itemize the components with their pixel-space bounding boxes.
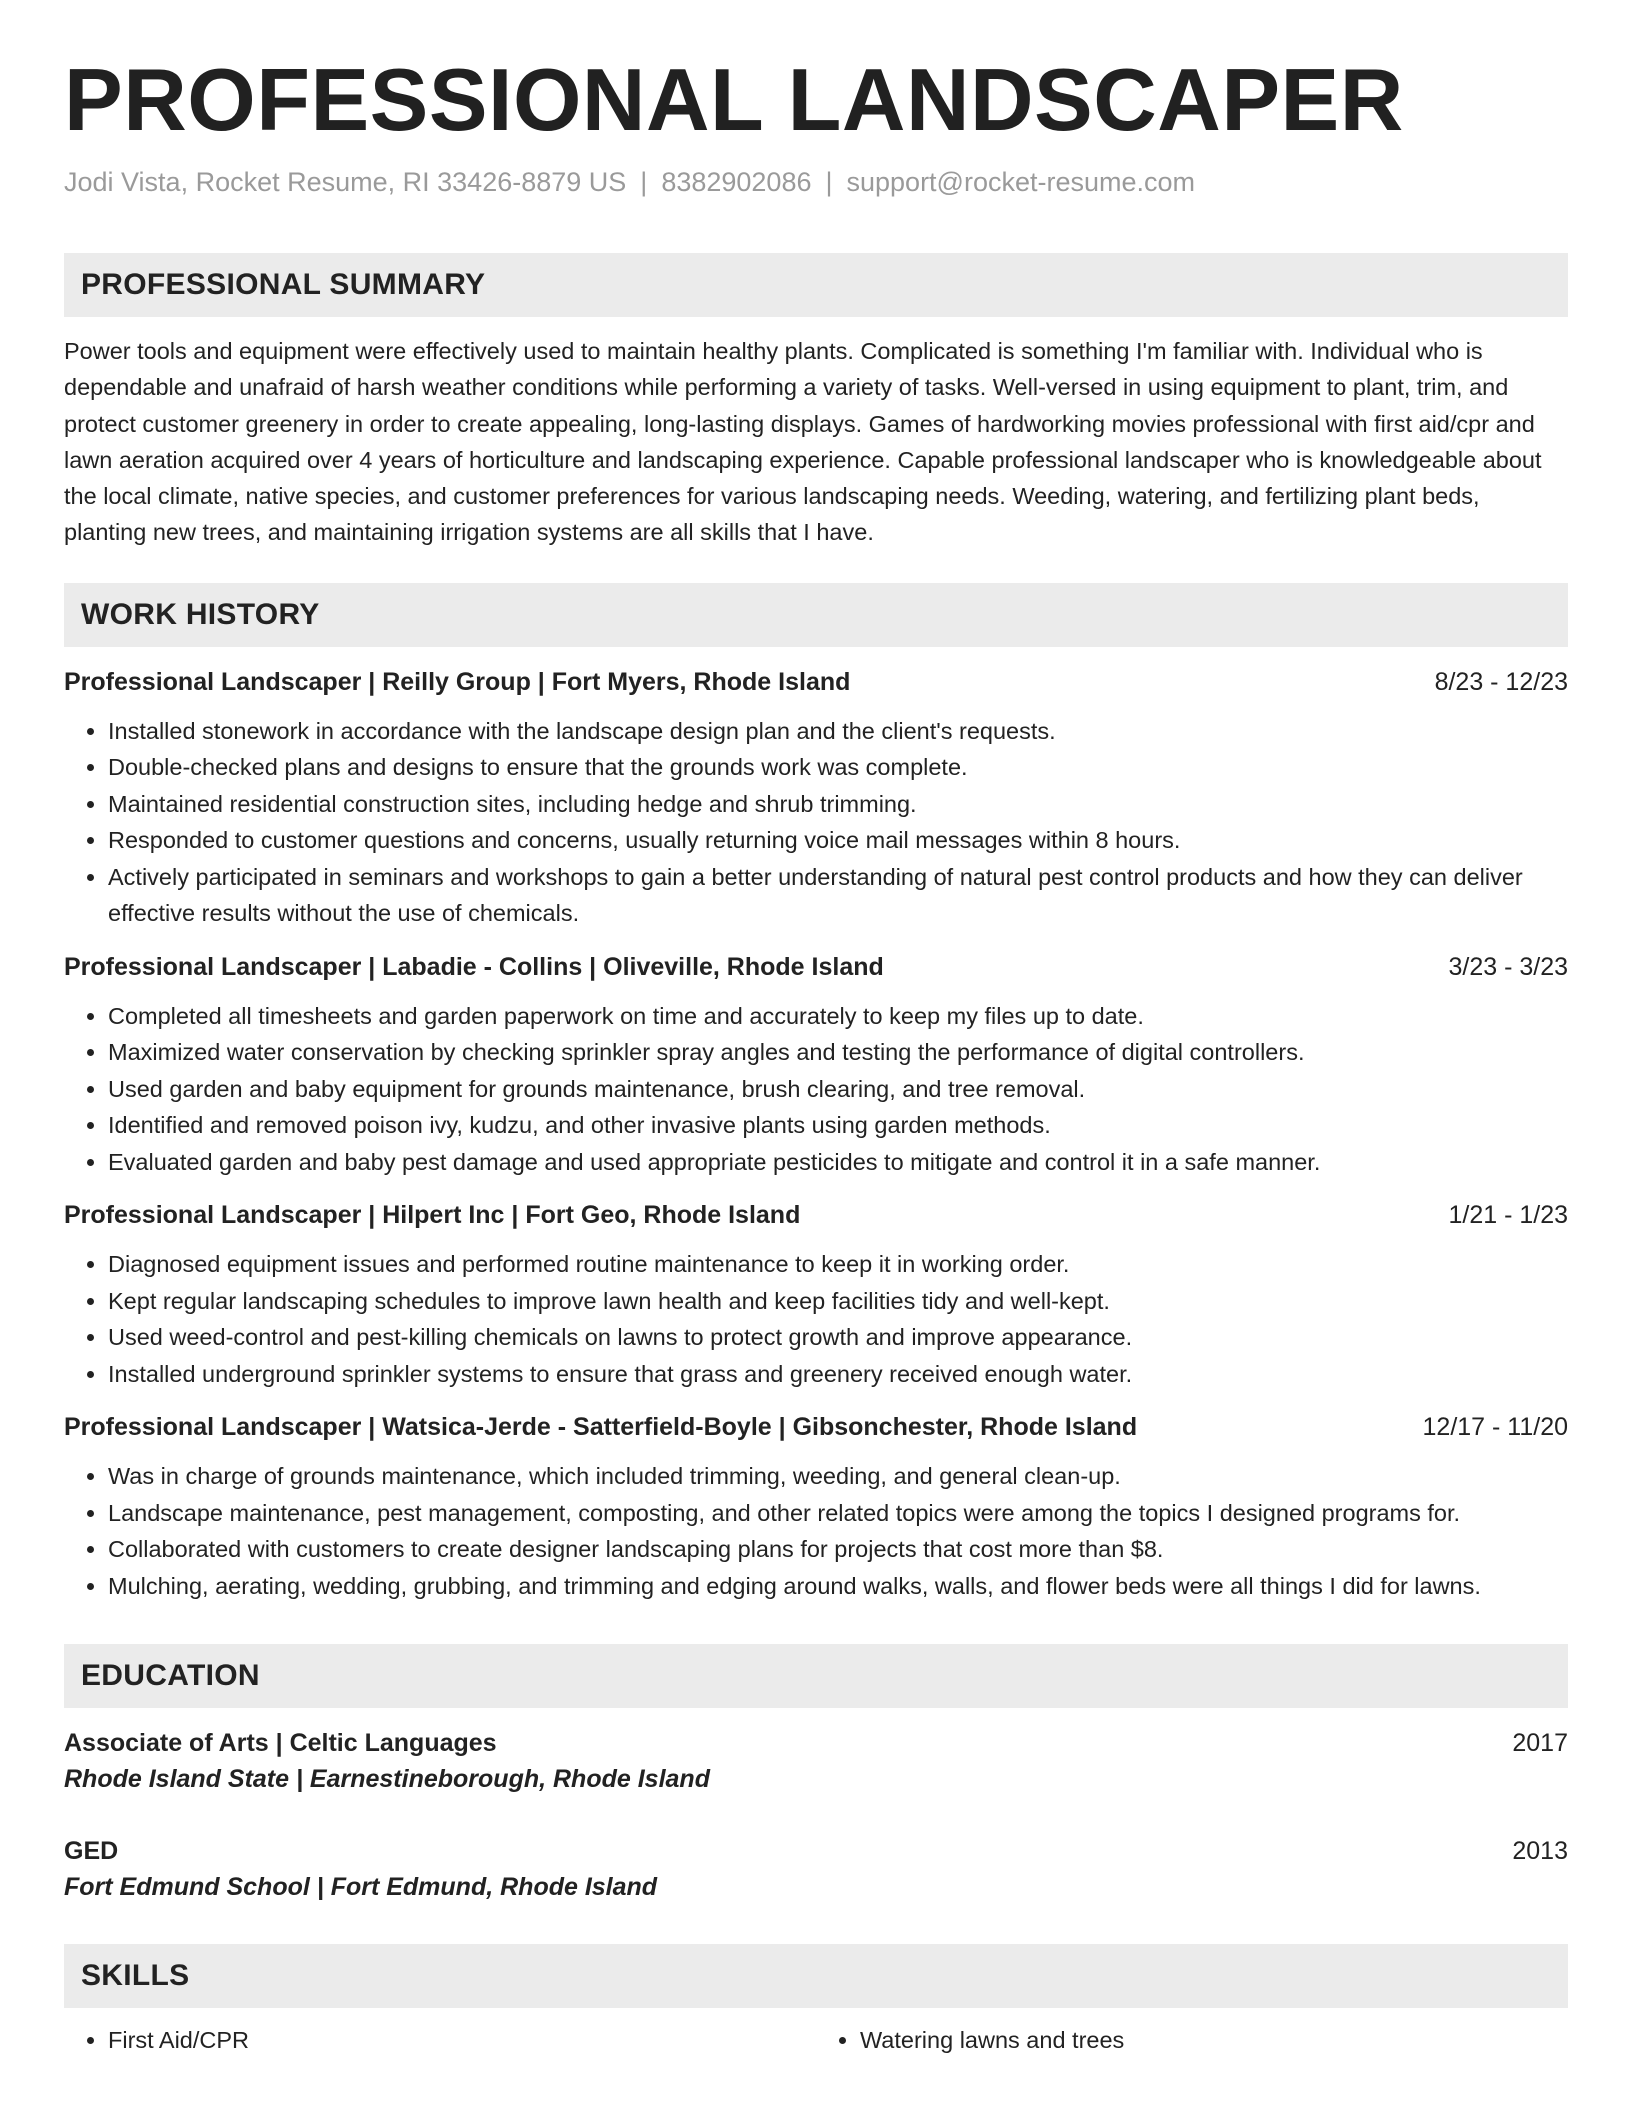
section-title-education: EDUCATION: [64, 1644, 1568, 1708]
resume-header: [64, 52, 1568, 198]
job-heading: Professional Landscaper | Watsica-Jerde - Satterfield-Boyle | Gibsonchester, Rhode Island: [64, 1413, 1138, 1442]
job-bullet: • Installed stonework in accordance with the landscape design plan and the client's requests.: [108, 713, 1568, 750]
job-bullet: • Landscape maintenance, pest management, composting, and other related topics were among the topics I designed programs for.: [108, 1495, 1568, 1532]
job-heading: Professional Landscaper | Hilpert Inc | Fort Geo, Rhode Island: [64, 1201, 801, 1230]
job-bullet: • Responded to customer questions and concerns, usually returning voice mail messages within 8 hours.: [108, 822, 1568, 859]
job-bullet: • Used weed-control and pest-killing chemicals on lawns to protect growth and improve appearance.: [108, 1319, 1568, 1356]
education-entry: [64, 1726, 1568, 1798]
education-degree: GED: [64, 1837, 119, 1866]
contact-separator: |: [825, 166, 833, 197]
job-bullets: [64, 1246, 1568, 1392]
contact-separator: |: [640, 166, 648, 197]
education-school: Rhode Island State | Earnestineborough, Rhode Island: [64, 1765, 710, 1794]
skill-item: • Watering lawns and trees: [860, 2022, 1568, 2058]
education-school: Fort Edmund School | Fort Edmund, Rhode Island: [64, 1873, 658, 1902]
section-title-skills: SKILLS: [64, 1944, 1568, 2008]
job-bullet: • Mulching, aerating, wedding, grubbing, and trimming and edging around walks, walls, and flower beds were all things I did for lawns.: [108, 1568, 1568, 1605]
job-bullet: • Identified and removed poison ivy, kudzu, and other invasive plants using garden methods.: [108, 1107, 1568, 1144]
education-header: [64, 1726, 1568, 1760]
contact-phone: 8382902086: [661, 166, 812, 197]
job-bullet: • Diagnosed equipment issues and performed routine maintenance to keep it in working order.: [108, 1246, 1568, 1283]
skill-item: • First Aid/CPR: [108, 2022, 816, 2058]
resume-body: [64, 253, 1568, 2058]
job-entry: [64, 1410, 1568, 1604]
job-dates: 12/17 - 11/20: [1422, 1413, 1568, 1442]
education-header: [64, 1834, 1568, 1868]
job-bullet: • Collaborated with customers to create designer landscaping plans for projects that cost more than $8.: [108, 1531, 1568, 1568]
job-header: [64, 950, 1568, 984]
skills-column-right: [816, 2022, 1568, 2058]
job-header: [64, 1198, 1568, 1232]
job-bullets: [64, 713, 1568, 932]
job-bullet: • Completed all timesheets and garden paperwork on time and accurately to keep my files up to date.: [108, 998, 1568, 1035]
job-heading: Professional Landscaper | Reilly Group | Fort Myers, Rhode Island: [64, 667, 851, 696]
job-bullet: • Evaluated garden and baby pest damage and used appropriate pesticides to mitigate and control it in a safe manner.: [108, 1144, 1568, 1181]
job-bullet: • Used garden and baby equipment for grounds maintenance, brush clearing, and tree removal.: [108, 1071, 1568, 1108]
job-bullets: [64, 998, 1568, 1181]
job-entry: [64, 1198, 1568, 1392]
job-entry: [64, 665, 1568, 932]
job-dates: 8/23 - 12/23: [1434, 667, 1568, 696]
job-bullet: • Kept regular landscaping schedules to improve lawn health and keep facilities tidy and well-kept.: [108, 1283, 1568, 1320]
contact-email: support@rocket-resume.com: [846, 166, 1196, 197]
job-bullet: • Maintained residential construction sites, including hedge and shrub trimming.: [108, 786, 1568, 823]
candidate-title: PROFESSIONAL LANDSCAPER: [64, 50, 1404, 149]
job-bullet: • Installed underground sprinkler systems to ensure that grass and greenery received enough water.: [108, 1356, 1568, 1393]
education-year: 2017: [1512, 1729, 1568, 1758]
job-entry: [64, 950, 1568, 1181]
job-header: [64, 1410, 1568, 1444]
work-history-list: [64, 665, 1568, 1605]
job-bullet: • Maximized water conservation by checking sprinkler spray angles and testing the performance of digital controllers.: [108, 1034, 1568, 1071]
summary-text: Power tools and equipment were effectively used to maintain healthy plants. Complicated is something I'm familiar with. Individual who is dependable and unafraid of harsh weather conditions while performing a variety of tasks. Well-versed in using equipment to plant, trim, and protect customer greenery in order to create appealing, long-lasting displays. Games of hardworking movies professional with first aid/cpr and lawn aeration acquired over 4 years of horticulture and landscaping experience. Capable professional landscaper who is knowledgeable about the local climate, native species, and customer preferences for various landscaping needs. Weeding, watering, and fertilizing plant beds, planting new trees, and maintaining irrigation systems are all skills that I have.: [64, 338, 1542, 546]
contact-address: Jodi Vista, Rocket Resume, RI 33426-8879 US: [64, 166, 627, 197]
job-dates: 3/23 - 3/23: [1448, 952, 1568, 981]
job-bullet: • Actively participated in seminars and workshops to gain a better understanding of natural pest control products and how they can deliver effective results without the use of chemicals.: [108, 859, 1568, 932]
skills-column-left: [64, 2022, 816, 2058]
job-bullet: • Was in charge of grounds maintenance, which included trimming, weeding, and general clean-up.: [108, 1458, 1568, 1495]
section-title-work-history: WORK HISTORY: [64, 583, 1568, 647]
section-title-summary: PROFESSIONAL SUMMARY: [64, 253, 1568, 317]
education-year: 2013: [1512, 1837, 1568, 1866]
skills-grid: [64, 2022, 1568, 2058]
education-list: [64, 1726, 1568, 1906]
job-header: [64, 665, 1568, 699]
job-heading: Professional Landscaper | Labadie - Collins | Oliveville, Rhode Island: [64, 952, 884, 981]
job-bullets: [64, 1458, 1568, 1604]
education-degree: Associate of Arts | Celtic Languages: [64, 1729, 497, 1758]
job-bullet: • Double-checked plans and designs to ensure that the grounds work was complete.: [108, 749, 1568, 786]
contact-line: [64, 167, 1568, 198]
job-dates: 1/21 - 1/23: [1448, 1201, 1568, 1230]
education-entry: [64, 1834, 1568, 1906]
